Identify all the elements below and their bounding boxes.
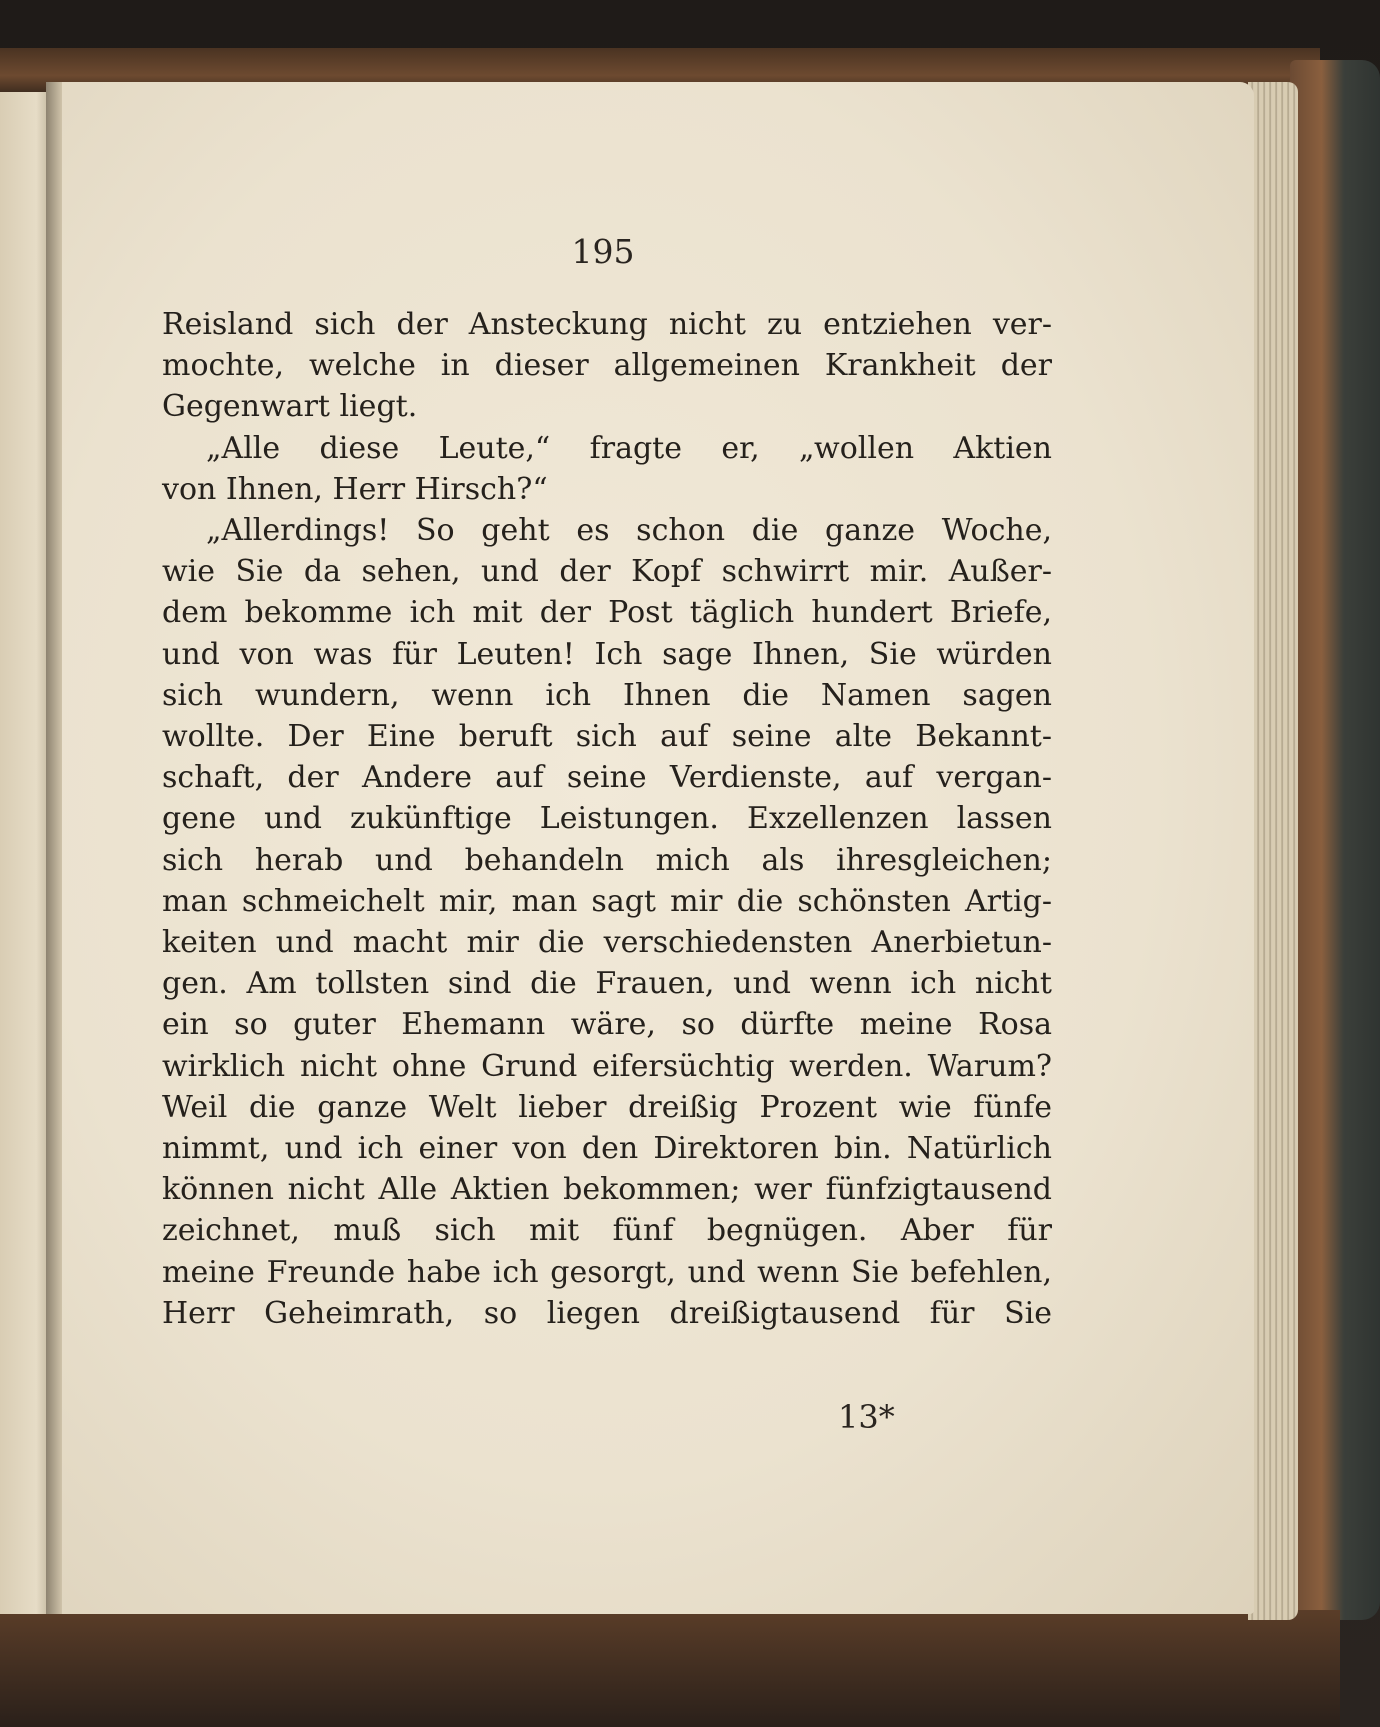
page-block-edges [1248, 82, 1298, 1620]
book-page [58, 82, 1254, 1614]
page-gutter [46, 82, 62, 1614]
text-line: wirklich nicht ohne Grund eifersüchtig werden. Warum? [162, 1048, 1052, 1084]
text-line: sich herab und behandeln mich als ihresgleichen; [162, 842, 1052, 878]
book-cover-bottom [0, 1610, 1340, 1727]
text-line: dem bekomme ich mit der Post täglich hundert Briefe, [162, 595, 1052, 631]
text-line: mochte, welche in dieser allgemeinen Krankheit der [162, 348, 1052, 384]
facing-page-edge [0, 92, 52, 1614]
text-line: zeichnet, muß sich mit fünf begnügen. Aber für [162, 1213, 1052, 1249]
text-line: schaft, der Andere auf seine Verdienste, auf vergan- [162, 760, 1052, 796]
text-line: wollte. Der Eine beruft sich auf seine alte Bekannt- [162, 719, 1052, 755]
text-line: Herr Geheimrath, so liegen dreißigtausend für Sie [162, 1295, 1052, 1331]
text-line: Weil die ganze Welt lieber dreißig Prozent wie fünfe [162, 1089, 1052, 1125]
text-line: wie Sie da sehen, und der Kopf schwirrt mir. Außer- [162, 554, 1052, 590]
text-line: gene und zukünftige Leistungen. Exzellenzen lassen [162, 801, 1052, 837]
book-cover-right [1290, 60, 1380, 1620]
text-line: gen. Am tollsten sind die Frauen, und wenn ich nicht [162, 966, 1052, 1002]
text-line: „Alle diese Leute,“ fragte er, „wollen Aktien [206, 430, 1052, 466]
page-number: 195 [571, 232, 635, 271]
text-line: keiten und macht mir die verschiedensten Anerbietun- [162, 925, 1052, 961]
text-line: können nicht Alle Aktien bekommen; wer fünfzigtausend [162, 1172, 1052, 1208]
text-line: man schmeichelt mir, man sagt mir die schönsten Artig- [162, 883, 1052, 919]
text-line: und von was für Leuten! Ich sage Ihnen, Sie würden [162, 636, 1052, 672]
text-line: sich wundern, wenn ich Ihnen die Namen sagen [162, 677, 1052, 713]
text-line: ein so guter Ehemann wäre, so dürfte meine Rosa [162, 1007, 1052, 1043]
text-line: meine Freunde habe ich gesorgt, und wenn Sie befehlen, [162, 1254, 1052, 1290]
signature-mark: 13* [838, 1398, 895, 1436]
text-line: Reisland sich der Ansteckung nicht zu entziehen ver- [162, 307, 1052, 342]
text-line: nimmt, und ich einer von den Direktoren bin. Natürlich [162, 1131, 1052, 1167]
body-text [162, 304, 1052, 1334]
text-line: „Allerdings! So geht es schon die ganze Woche, [206, 513, 1052, 549]
text-line: Gegenwart liegt. [162, 389, 418, 425]
text-line: von Ihnen, Herr Hirsch?“ [162, 471, 548, 507]
